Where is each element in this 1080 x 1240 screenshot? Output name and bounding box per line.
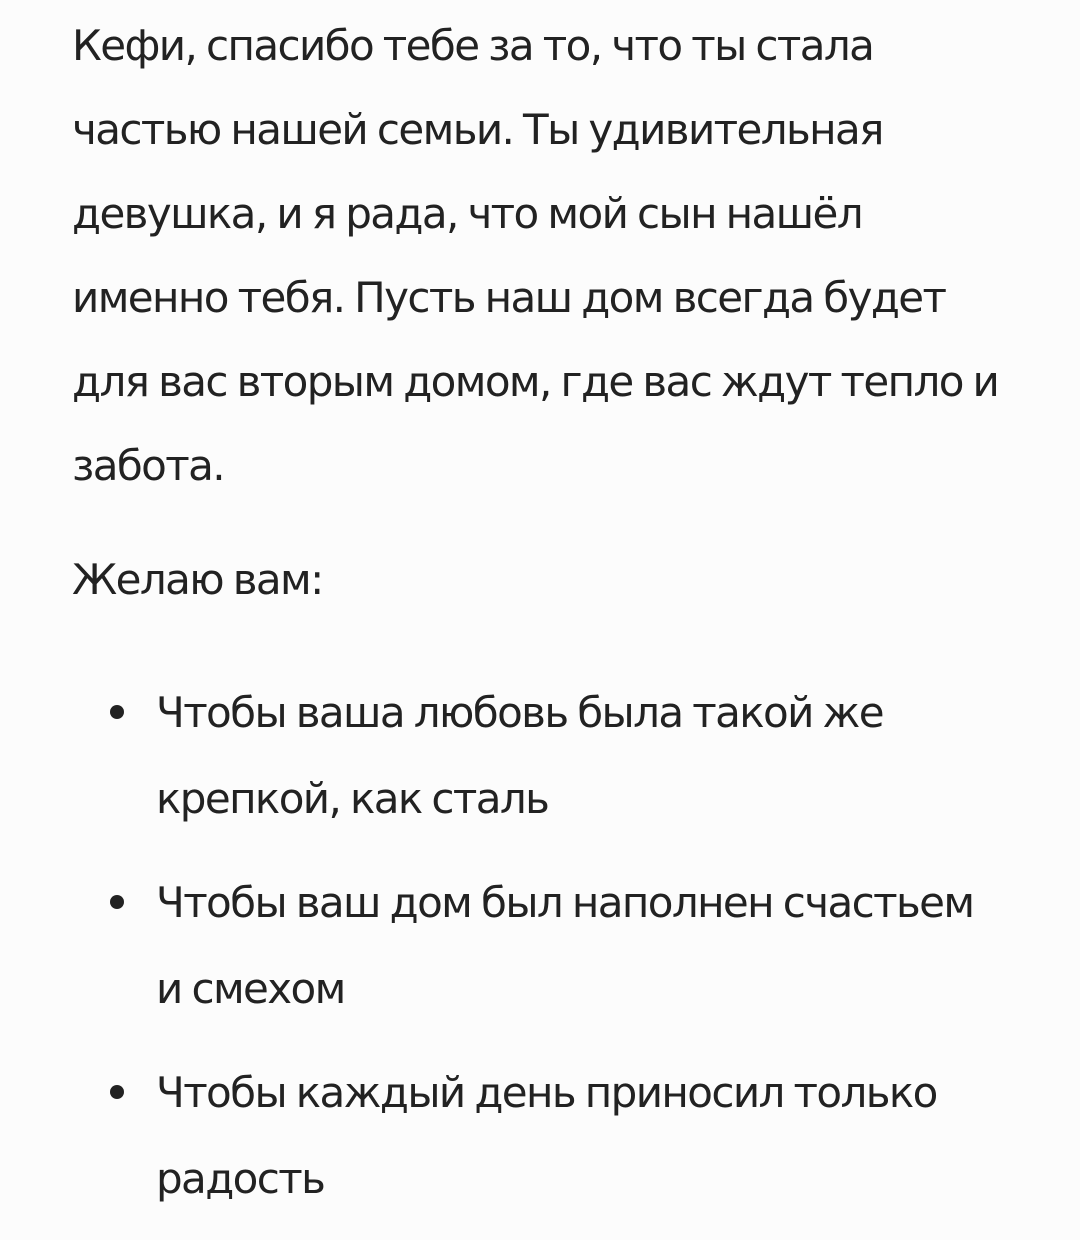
bullet-icon [110, 1085, 124, 1099]
message-content [72, 0, 1002, 1240]
bullet-icon [110, 705, 124, 719]
list-item [72, 860, 1002, 1032]
list-item-text: Чтобы каждый день приносил только радость [156, 1068, 937, 1203]
message-paragraph: Кефи, спасибо тебе за то, что ты стала частью нашей семьи. Ты удивительная девушка, и я рада, что мой сын нашёл именно тебя. Пусть наш дом всегда будет для вас вторым домом, где вас ждут тепло и забота. [72, 21, 999, 490]
list-item [72, 670, 1002, 842]
list-item-text: Чтобы ваша любовь была такой же крепкой, как сталь [156, 688, 884, 823]
list-item-text: Чтобы ваш дом был наполнен счастьем и смехом [156, 878, 974, 1013]
bullet-icon [110, 895, 124, 909]
wish-list [72, 670, 1002, 1222]
list-item [72, 1050, 1002, 1222]
wishes-intro: Желаю вам: [72, 555, 323, 604]
